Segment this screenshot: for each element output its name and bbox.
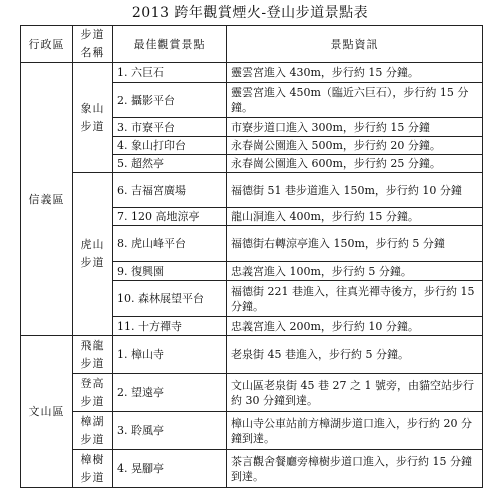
spot-name: 4. 象山打印台 [113, 137, 227, 155]
spot-info: 靈雲宮進入 430m，步行約 15 分鐘。 [227, 63, 483, 83]
spot-info: 老泉街 45 巷進入，步行約 5 分鐘。 [227, 336, 483, 374]
spot-info: 福德街 51 巷步道進入 150m，步行約 10 分鐘 [227, 173, 483, 208]
spot-name: 3. 市寮平台 [113, 118, 227, 137]
trail-cell-denggao: 登高步道 [73, 374, 113, 412]
header-spot: 最佳觀賞景點 [113, 26, 227, 63]
spot-name: 6. 吉福宮廣場 [113, 173, 227, 208]
header-info: 景點資訊 [227, 26, 483, 63]
trail-cell-hushan: 虎山步道 [73, 173, 113, 336]
spot-info: 樟山寺公車站前方樟湖步道口進入，步行約 20 分鐘到達。 [227, 412, 483, 450]
spot-info: 龍山洞進入 400m，步行約 15 分鐘。 [227, 208, 483, 226]
spot-name: 1. 六巨石 [113, 63, 227, 83]
spot-info: 福德街右轉涼亭進入 150m，步行約 5 分鐘 [227, 226, 483, 262]
spot-name: 11. 十方禪寺 [113, 317, 227, 336]
spot-name: 5. 超然亭 [113, 155, 227, 173]
district-cell-xinyi: 信義區 [21, 63, 73, 336]
table-row [21, 63, 483, 83]
table-row [21, 450, 483, 488]
spot-name: 4. 晃腳亭 [113, 450, 227, 488]
header-district: 行政區 [21, 26, 73, 63]
spot-name: 2. 望遠亭 [113, 374, 227, 412]
spot-info: 市寮步道口進入 300m，步行約 15 分鐘 [227, 118, 483, 137]
page-title: 2013 跨年觀賞煙火-登山步道景點表 [131, 5, 369, 21]
trail-cell-feilong: 飛龍步道 [73, 336, 113, 374]
spot-name: 8. 虎山峰平台 [113, 226, 227, 262]
trail-cell-zhanghu: 樟湖步道 [73, 412, 113, 450]
spot-name: 7. 120 高地涼亭 [113, 208, 227, 226]
table-row [21, 412, 483, 450]
spot-info: 永春崗公園進入 500m，步行約 20 分鐘。 [227, 137, 483, 155]
header-trail: 步道名稱 [73, 26, 113, 63]
spot-info: 靈雲宮進入 450m（臨近六巨石），步行約 15 分鐘。 [227, 83, 483, 118]
trail-cell-xiangshan: 象山步道 [73, 63, 113, 173]
district-cell-wenshan: 文山區 [21, 336, 73, 488]
scenic-spots-table [20, 25, 483, 488]
spot-info: 永春崗公園進入 600m，步行約 25 分鐘。 [227, 155, 483, 173]
table-row [21, 173, 483, 208]
spot-name: 3. 聆風亭 [113, 412, 227, 450]
spot-info: 茶言觀舍餐廳旁樟樹步道口進入，步行約 15 分鐘到達。 [227, 450, 483, 488]
header-row [21, 26, 483, 63]
spot-name: 9. 復興園 [113, 262, 227, 281]
spot-name: 10. 森林展望平台 [113, 281, 227, 317]
spot-info: 忠義宮進入 200m，步行約 10 分鐘。 [227, 317, 483, 336]
table-row [21, 374, 483, 412]
trail-cell-zhangshu: 樟樹步道 [73, 450, 113, 488]
spot-info: 福德街 221 巷進入，往真光禪寺後方，步行約 15 分鐘。 [227, 281, 483, 317]
table-row [21, 336, 483, 374]
spot-name: 2. 攝影平台 [113, 83, 227, 118]
spot-info: 忠義宮進入 100m，步行約 5 分鐘。 [227, 262, 483, 281]
spot-info: 文山區老泉街 45 巷 27 之 1 號旁，由貓空站步行約 30 分鐘到達。 [227, 374, 483, 412]
spot-name: 1. 樟山寺 [113, 336, 227, 374]
